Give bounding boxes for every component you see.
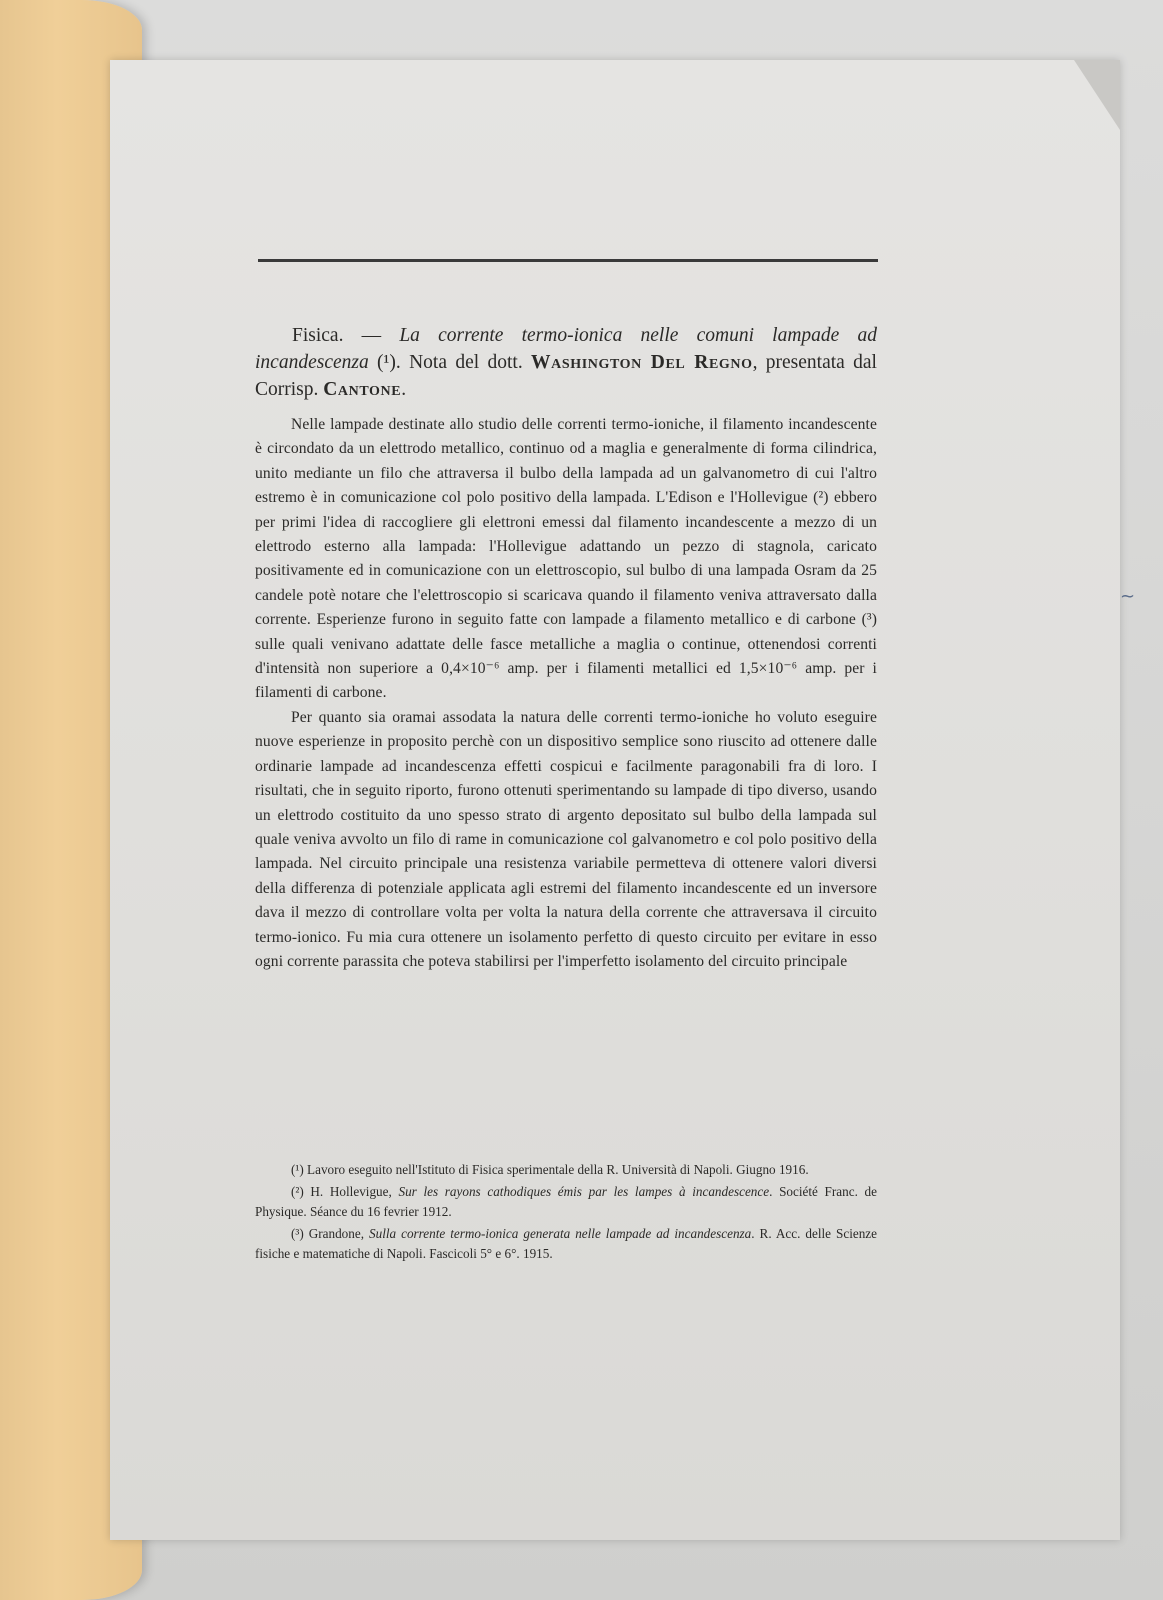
footnote-2-title: Sur les rayons cathodiques émis par les lampes à incandescence <box>398 1184 770 1199</box>
presenter-name: Cantone <box>323 379 402 400</box>
page-corner-fold <box>1074 60 1120 130</box>
footnote-1: (¹) Lavoro eseguito nell'Istituto di Fisica sperimentale della R. Università di Napoli. Giugno 1916. <box>291 1162 809 1177</box>
paragraph-1: Nelle lampade destinate allo studio delle correnti termo-ioniche, il filamento incandescente è circondato da un elettrodo metallico, continuo od a maglia e generalmente di forma cilindrica, unito mediante un filo che attraversa il bulbo della lampada ad un galvanometro di cui l'altro estremo è in comunicazione col polo positivo della lampada. L'Edison e l'Hollevigue (²) ebbero per primi l'idea di raccogliere gli elettroni emessi dal filamento incandescente a mezzo di un elettrodo esterno alla lampada: l'Hollevigue adattando un pezzo di stagnola, caricato positivamente ed in comunicazione con un elettroscopio, sul bulbo di una lampada Osram da 25 candele potè notare che l'elettroscopio si scaricava quando il filamento veniva attraversato dalla corrente. Esperienze furono in seguito fatte con lampade a filamento metallico e di carbone (³) sulle quali venivano adattate delle fasce metalliche a maglia o continue, ottenendosi correnti d'intensità non superiore a 0,4×10⁻⁶ amp. per i filamenti metallici ed 1,5×10⁻⁶ amp. per i filamenti di carbone. <box>255 416 877 702</box>
section-label: Fisica. <box>292 325 344 346</box>
footnote-3-title: Sulla corrente termo-ionica generata nelle lampade ad incandescenza <box>369 1226 752 1241</box>
article <box>255 322 877 974</box>
footnote-3-post: . R. Acc. delle Scienze fisiche e matematiche di Napoli. Fascicoli 5° e 6°. 1915. <box>255 1226 878 1261</box>
title-dash: — <box>343 325 400 346</box>
footnote-3-pre: (³) Grandone, <box>291 1226 369 1241</box>
document-page <box>110 60 1120 1540</box>
title-footnote-mark: (¹) <box>368 352 396 373</box>
header-rule <box>258 259 878 262</box>
margin-pen-mark: ~ <box>1120 586 1136 607</box>
author-name: Washington Del Regno <box>531 352 753 373</box>
title-italic: La corrente termo-ionica nelle comuni lampade ad incandescenza <box>255 325 877 373</box>
paragraph-2: Per quanto sia oramai assodata la natura delle correnti termo-ioniche ho voluto eseguire nuove esperienze in proposito perchè con un dispositivo semplice sono riuscito ad ottenere dalle ordinarie lampade ad incandescenza effetti cospicui e facilmente paragonabili fra di loro. I risultati, che in seguito riporto, furono ottenuti sperimentando su lampade di tipo diverso, usando un elettrodo costituito da uno spesso strato di argento depositato sul bulbo della lampada sul quale veniva avvolto un filo di rame in comunicazione col galvanometro e col polo positivo della lampada. Nel circuito principale una resistenza variabile permetteva di ottenere valori diversi della differenza di potenziale applicata agli estremi del filamento incandescente ed un inversore dava il mezzo di controllare volta per volta la natura della corrente che attraversava il circuito termo-ionico. Fu mia cura ottenere un isolamento perfetto di questo circuito per evitare in esso ogni corrente parassita che poteva stabilirsi per l'imperfetto isolamento del circuito principale <box>255 708 877 970</box>
article-title <box>255 322 877 403</box>
presented-by: , presentata dal Corrisp. <box>255 352 877 400</box>
title-period: . <box>401 379 407 400</box>
body-text <box>255 413 877 974</box>
footnote-2 <box>255 1182 877 1222</box>
footnotes <box>255 1160 877 1266</box>
footnote-2-pre: (²) H. Hollevigue, <box>291 1184 399 1199</box>
footnote-3 <box>255 1224 877 1264</box>
title-nota: . Nota del dott. <box>395 352 532 373</box>
footnote-2-post: . Société Franc. de Physique. Séance du 16 fevrier 1912. <box>255 1184 877 1219</box>
